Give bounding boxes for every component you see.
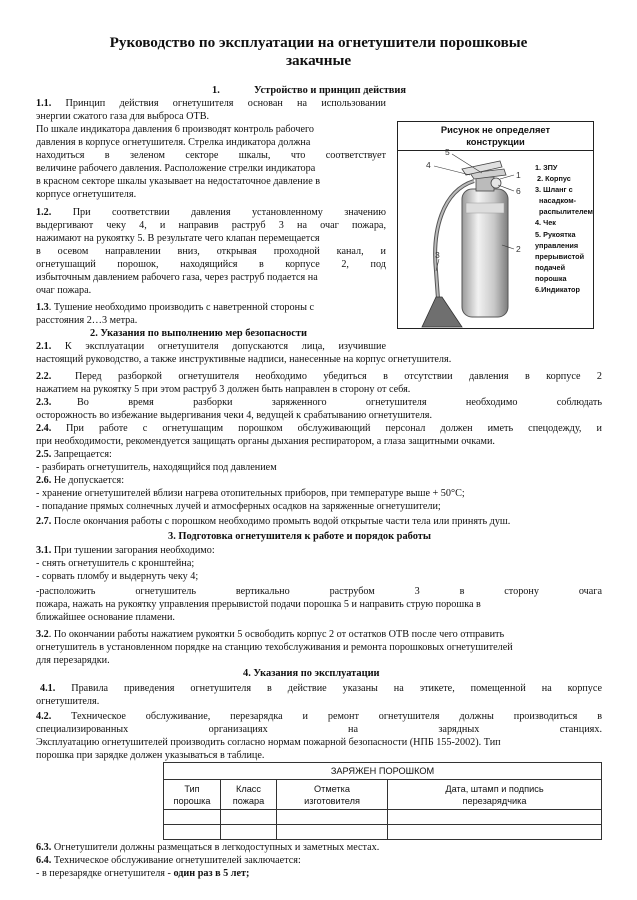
para-2-6-line: - попадание прямых солнечных лучей и атмосферных осадков на заряженные огнетушители; (36, 501, 441, 512)
figure-legend-item: управления (535, 240, 579, 250)
document-title-line2: закачные (285, 52, 352, 69)
para-1-3-number: 1.3 (36, 302, 49, 313)
para-6-4-line: - в перезарядке огнетушителя - один раз в 5 лет; (36, 868, 250, 879)
para-4-2-number: 4.2. (36, 711, 52, 722)
figure-legend-item: 4. Чек (535, 218, 556, 228)
para-2-7-number: 2.7. (36, 516, 52, 527)
para-2-1-line: настоящий руководство, а также инструктивные надписи, нанесенные на корпус огнетушителя. (36, 354, 452, 365)
document-title-line1: Руководство по эксплуатации на огнетушители порошковые (109, 34, 528, 51)
para-2-3-line: осторожность во избежание выдергивания чеки 4, ведущей к срабатыванию огнетушителя. (36, 410, 433, 421)
para-2-3-line: Во время разборки заряженного огнетушителя необходимо соблюдать (77, 397, 602, 408)
table-header-recharge-date: Дата, штамп и подпись перезарядчика (388, 780, 602, 810)
figure-legend-item: 5. Рукоятка (535, 229, 576, 239)
para-3-1-line: - сорвать пломбу и выдернуть чеку 4; (36, 571, 199, 582)
para-3-1-line: -расположить огнетушитель вертикально раструбом 3 в сторону очага (36, 586, 602, 597)
figure-label-5: 5 (445, 147, 450, 157)
para-2-4-line: При работе с огнетушащим порошком обслуживающий персонал должен иметь спецодежду, и (66, 423, 602, 434)
figure-label-6: 6 (516, 186, 521, 196)
para-2-1-number: 2.1. (36, 341, 52, 352)
section-1-title: Устройство и принцип действия (254, 85, 407, 96)
para-6-4-number: 6.4. (36, 855, 52, 866)
extinguisher-figure (397, 121, 594, 329)
figure-legend-item: 1. ЗПУ (535, 163, 558, 172)
para-3-2-line: для перезарядки. (36, 655, 110, 666)
figure-legend-item: прерывистой (535, 251, 585, 261)
para-1-2-line: выдергивают чеку 4, и направив раструб 3 на очаг пожара, (36, 220, 386, 231)
para-1-1-line: 1.1. Принцип действия огнетушителя основан на использовании (36, 98, 386, 109)
para-3-1-line: пожара, нажать на рукоятку управления прерывистой подачи порошка 5 и направить струю порошка в (36, 599, 481, 610)
table-row (164, 810, 602, 825)
para-6-3-line: 6.3. Огнетушители должны размещаться в легкодоступных и заметных местах. (36, 842, 380, 853)
figure-legend-item: 2. Корпус (535, 174, 571, 184)
table-row (164, 825, 602, 840)
para-1-1-number: 1.1. (36, 98, 52, 109)
para-2-6-line: 2.6. Не допускается: (36, 475, 125, 486)
para-1-1b-line: находиться в зеленом секторе шкалы, что соответствует (36, 150, 386, 161)
para-3-2-line: 3.2. По окончании работы нажатием рукоятки 5 освободить корпус 2 от остатков ОТВ после чего отправить (36, 629, 505, 640)
figure-label-2: 2 (516, 244, 521, 254)
para-2-5-number: 2.5. (36, 449, 52, 460)
charge-record-table (163, 762, 602, 840)
table-caption: ЗАРЯЖЕН ПОРОШКОМ (164, 763, 602, 780)
para-2-4-number: 2.4. (36, 423, 52, 434)
para-1-1b-line: давления в корпусе огнетушителя. Стрелка индикатора должна (36, 137, 311, 148)
table-header-manufacturer-mark: Отметка изготовителя (277, 780, 388, 810)
para-4-2-line: Эксплуатацию огнетушителей производить согласно нормам пожарной безопасности (НПБ 155-2002). Тип (36, 737, 501, 748)
figure-legend-item: порошка (535, 273, 567, 283)
para-2-5-line: 2.5. Запрещается: (36, 449, 112, 460)
para-2-4-line: при необходимости, рекомендуется защищать органы дыхания респиратором, а глаза защитными очками. (36, 436, 495, 447)
para-1-1b-line: в красном секторе шкалы указывает на недостаточное давление в (36, 176, 321, 187)
figure-legend-item: насадком- (535, 196, 577, 206)
figure-legend-item: распылителем (535, 207, 593, 217)
para-1-1b-line: величине рабочего давления. Расположение стрелки индикатора (36, 163, 316, 174)
para-3-1-number: 3.1. (36, 545, 52, 556)
para-3-2-line: огнетушитель в установленном порядке на станцию техобслуживания и ремонта порошковых огнетушителей (36, 642, 513, 653)
para-1-2-number: 1.2. (36, 207, 52, 218)
para-1-2-line: в осевом направлении вниз, открывая проходной канал, и (36, 246, 386, 257)
para-4-1-line: 4.1. Правила приведения огнетушителя в действие указаны на этикете, помещенной на корпусе (40, 683, 602, 694)
para-3-1-line: ближайшее основание пламени. (36, 612, 175, 623)
figure-title: Рисунок не определяет конструкции (440, 124, 551, 147)
para-2-6-number: 2.6. (36, 475, 52, 486)
section-1-number: 1. (212, 85, 220, 96)
para-2-2-number: 2.2. (36, 371, 52, 382)
figure-label-3: 3 (435, 250, 440, 260)
section-4-title: 4. Указания по эксплуатации (243, 668, 380, 679)
para-4-1-line: огнетушителя. (36, 696, 100, 707)
para-1-1b-line: корпусе огнетушителя. (36, 189, 137, 200)
section-2-title: 2. Указания по выполнению мер безопасности (90, 328, 307, 339)
para-4-1-number: 4.1. (40, 683, 56, 694)
figure-label-4: 4 (426, 160, 431, 170)
figure-legend (535, 162, 593, 295)
para-4-2-line: специализированных организациях на зарядных станциях. (36, 724, 602, 735)
para-1-2-line: очаг пожара. (36, 285, 92, 296)
para-2-6-line: - хранение огнетушителей вблизи нагрева отопительных приборов, при температуре выше + 50°С; (36, 488, 465, 499)
table-header-fire-class: Класс пожара (221, 780, 277, 810)
para-1-2-line: избыточным давлением рабочего газа, через раструб подается на (36, 272, 318, 283)
para-2-2-line: Перед разборкой огнетушителя необходимо убедиться в отсутствии давления в корпусе 2 (75, 371, 602, 382)
para-6-4-line: 6.4. Техническое обслуживание огнетушителей заключается: (36, 855, 301, 866)
para-1-3-line: расстояния 2…3 метра. (36, 315, 138, 326)
para-2-5-line: - разбирать огнетушитель, находящийся под давлением (36, 462, 277, 473)
para-2-1-line: 2.1. К эксплуатации огнетушителя допускаются лица, изучившие (36, 341, 386, 352)
para-1-2-line: 1.2. При соответствии давления установленному значению (36, 207, 386, 218)
para-4-2-line: 4.2. Техническое обслуживание, перезарядка и ремонт огнетушителя должны производиться в (36, 711, 602, 722)
para-1-1-line: энергии сжатого газа для выброса ОТВ. (36, 111, 210, 122)
para-1-3-line: 1.3. Тушение необходимо производить с наветренной стороны с (36, 302, 314, 313)
para-3-2-number: 3.2 (36, 629, 49, 640)
para-1-2-line: огнетушащий порошок, находящийся в корпусе 2, под (36, 259, 386, 270)
para-1-2-line: нажимают на рукоятку 5. В результате чего клапан перемещается (36, 233, 320, 244)
table-header-powder-type: Тип порошка (164, 780, 221, 810)
para-3-1-line: - снять огнетушитель с кронштейна; (36, 558, 195, 569)
figure-label-1: 1 (516, 170, 521, 180)
figure-legend-item: 3. Шланг с (535, 185, 573, 195)
para-2-2-line: нажатием на рукоятку 5 при этом раструб 3 должен быть направлен в сторону от себя. (36, 384, 411, 395)
section-3-title: 3. Подготовка огнетушителя к работе и порядок работы (168, 531, 431, 542)
para-1-1b-line: По шкале индикатора давления 6 производят контроль рабочего (36, 124, 315, 135)
fire-extinguisher-icon (402, 151, 532, 329)
figure-legend-item: 6.Индикатор (535, 285, 580, 295)
para-4-2-line: порошка при зарядке должен указываться в таблице. (36, 750, 265, 761)
para-2-3-number: 2.3. (36, 397, 52, 408)
para-3-1-line: 3.1. При тушении загорания необходимо: (36, 545, 215, 556)
para-2-7-line: 2.7. После окончания работы с порошком необходимо промыть водой открытые части тела или принять душ. (36, 516, 511, 527)
para-6-3-number: 6.3. (36, 842, 52, 853)
figure-legend-item: подачей (535, 262, 566, 272)
